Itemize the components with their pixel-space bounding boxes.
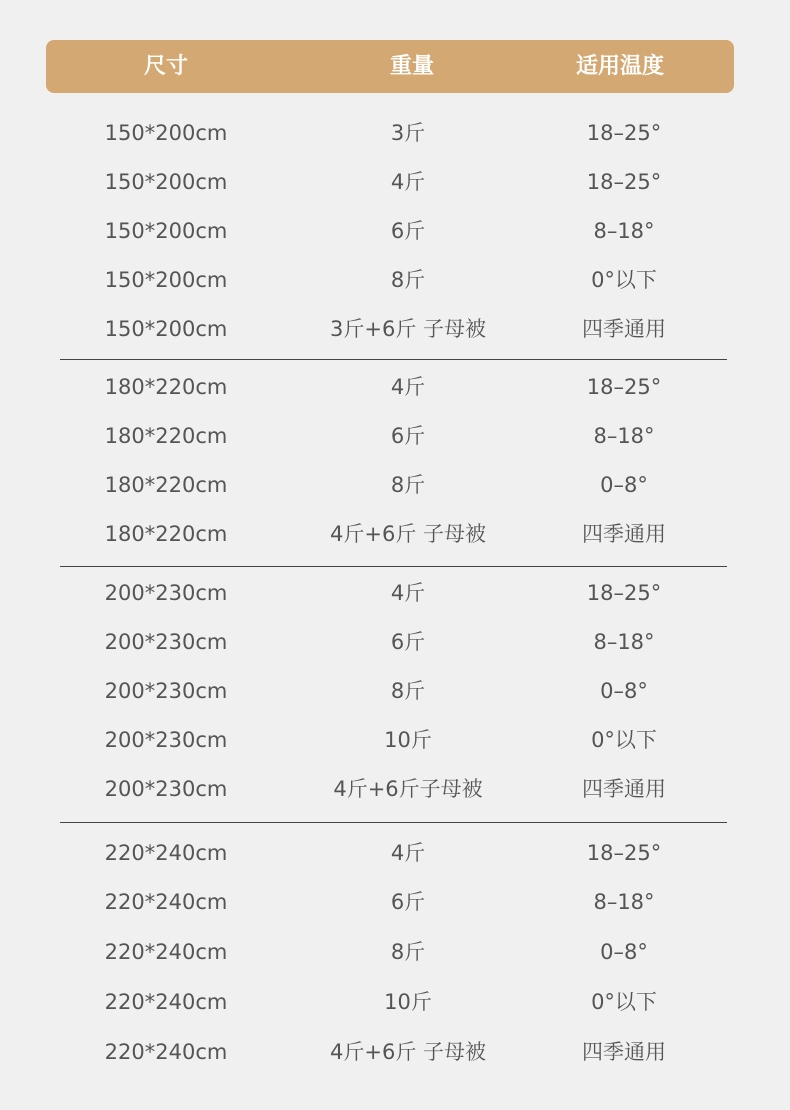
size-cell: 180*220cm bbox=[104, 473, 228, 497]
weight-cell: 6斤 bbox=[390, 630, 426, 654]
temperature-cell: 8–18° bbox=[593, 890, 655, 914]
weight-cell: 8斤 bbox=[390, 940, 426, 964]
temperature-cell: 18–25° bbox=[586, 375, 662, 399]
weight-cell: 6斤 bbox=[390, 890, 426, 914]
table-row bbox=[0, 309, 790, 349]
table-row bbox=[0, 573, 790, 613]
weight-cell: 8斤 bbox=[390, 473, 426, 497]
temperature-cell: 0°以下 bbox=[591, 990, 657, 1014]
weight-cell: 4斤 bbox=[390, 841, 426, 865]
table-row bbox=[0, 671, 790, 711]
weight-cell: 6斤 bbox=[390, 219, 426, 243]
weight-cell: 4斤+6斤子母被 bbox=[333, 777, 483, 801]
weight-cell: 4斤 bbox=[390, 170, 426, 194]
table-row bbox=[0, 882, 790, 922]
size-cell: 180*220cm bbox=[104, 375, 228, 399]
temperature-cell: 四季通用 bbox=[582, 522, 666, 546]
size-cell: 220*240cm bbox=[104, 990, 228, 1014]
weight-cell: 8斤 bbox=[390, 679, 426, 703]
table-row bbox=[0, 416, 790, 456]
size-cell: 150*200cm bbox=[104, 121, 228, 145]
weight-cell: 3斤+6斤 子母被 bbox=[330, 317, 486, 341]
size-cell: 200*230cm bbox=[104, 679, 228, 703]
temperature-cell: 8–18° bbox=[593, 219, 655, 243]
weight-cell: 4斤 bbox=[390, 581, 426, 605]
size-cell: 200*230cm bbox=[104, 581, 228, 605]
temperature-cell: 0°以下 bbox=[591, 268, 657, 292]
temperature-cell: 18–25° bbox=[586, 170, 662, 194]
table-row bbox=[0, 514, 790, 554]
size-cell: 220*240cm bbox=[104, 940, 228, 964]
table-row bbox=[0, 932, 790, 972]
temperature-cell: 18–25° bbox=[586, 841, 662, 865]
temperature-cell: 0–8° bbox=[600, 473, 648, 497]
temperature-cell: 18–25° bbox=[586, 581, 662, 605]
table-row bbox=[0, 833, 790, 873]
temperature-cell: 0°以下 bbox=[591, 728, 657, 752]
size-cell: 220*240cm bbox=[104, 1040, 228, 1064]
size-cell: 180*220cm bbox=[104, 522, 228, 546]
temperature-cell: 18–25° bbox=[586, 121, 662, 145]
group-divider bbox=[60, 822, 727, 823]
temperature-cell: 四季通用 bbox=[582, 1040, 666, 1064]
table-row bbox=[0, 113, 790, 153]
header-temperature: 适用温度 bbox=[575, 54, 665, 79]
header-weight: 重量 bbox=[389, 54, 435, 79]
table-row bbox=[0, 1032, 790, 1072]
temperature-cell: 0–8° bbox=[600, 940, 648, 964]
weight-cell: 10斤 bbox=[384, 990, 432, 1014]
size-cell: 200*230cm bbox=[104, 728, 228, 752]
table-row bbox=[0, 982, 790, 1022]
size-cell: 150*200cm bbox=[104, 219, 228, 243]
table-row bbox=[0, 769, 790, 809]
size-cell: 150*200cm bbox=[104, 170, 228, 194]
header-size: 尺寸 bbox=[143, 54, 189, 79]
size-cell: 180*220cm bbox=[104, 424, 228, 448]
temperature-cell: 0–8° bbox=[600, 679, 648, 703]
table-row bbox=[0, 260, 790, 300]
size-cell: 150*200cm bbox=[104, 317, 228, 341]
weight-cell: 4斤+6斤 子母被 bbox=[330, 522, 486, 546]
size-cell: 220*240cm bbox=[104, 890, 228, 914]
weight-cell: 6斤 bbox=[390, 424, 426, 448]
table-row bbox=[0, 720, 790, 760]
temperature-cell: 8–18° bbox=[593, 630, 655, 654]
size-cell: 200*230cm bbox=[104, 630, 228, 654]
temperature-cell: 8–18° bbox=[593, 424, 655, 448]
table-row bbox=[0, 622, 790, 662]
group-divider bbox=[60, 359, 727, 360]
temperature-cell: 四季通用 bbox=[582, 317, 666, 341]
table-row bbox=[0, 465, 790, 505]
weight-cell: 8斤 bbox=[390, 268, 426, 292]
weight-cell: 3斤 bbox=[390, 121, 426, 145]
table-row bbox=[0, 211, 790, 251]
table-row bbox=[0, 367, 790, 407]
weight-cell: 4斤+6斤 子母被 bbox=[330, 1040, 486, 1064]
temperature-cell: 四季通用 bbox=[582, 777, 666, 801]
weight-cell: 10斤 bbox=[384, 728, 432, 752]
size-cell: 150*200cm bbox=[104, 268, 228, 292]
size-cell: 220*240cm bbox=[104, 841, 228, 865]
group-divider bbox=[60, 566, 727, 567]
size-cell: 200*230cm bbox=[104, 777, 228, 801]
table-row bbox=[0, 162, 790, 202]
table-header bbox=[46, 40, 734, 93]
weight-cell: 4斤 bbox=[390, 375, 426, 399]
